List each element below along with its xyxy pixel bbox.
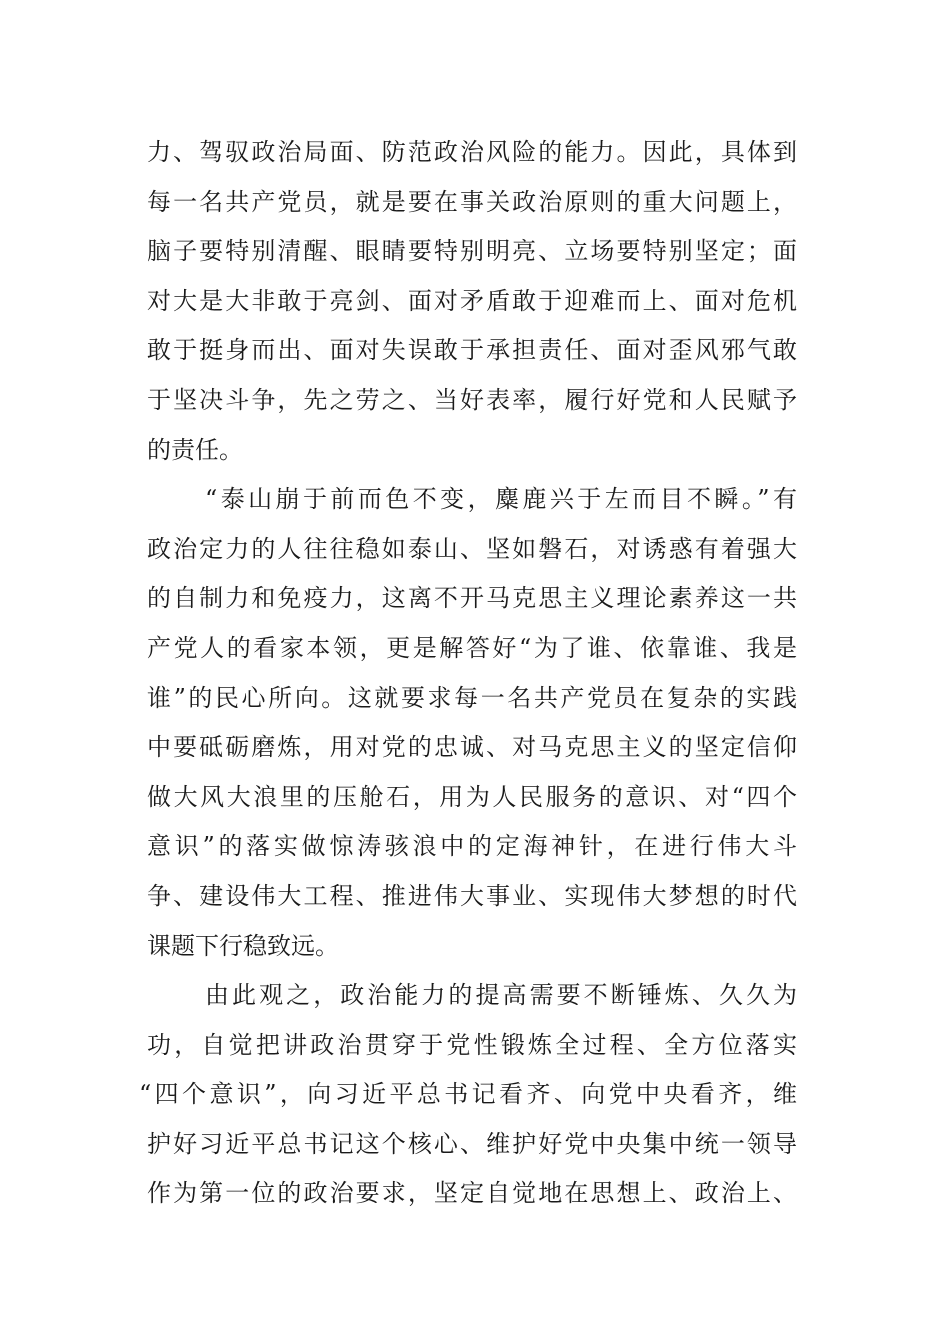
document-body (139, 128, 797, 1219)
paragraph-1-line-2: 每一名共产党员，就是要在事关政治原则的重大问题上， (147, 187, 797, 216)
paragraph-1-line-5: 敢于挺身而出、面对失误敢于承担责任、面对歪风邪气敢 (147, 336, 797, 365)
paragraph-2-line-1: “泰山崩于前而色不变，麋鹿兴于左而目不瞬。”有 (205, 485, 797, 514)
paragraph-3-line-2: 功，自觉把讲政治贯穿于党性锻炼全过程、全方位落实 (147, 1030, 797, 1059)
paragraph-2-line-8: 意识”的落实做惊涛骇浪中的定海神针，在进行伟大斗 (147, 832, 797, 861)
paragraph-2-line-10: 课题下行稳致远。 (147, 931, 339, 960)
paragraph-2-line-6: 中要砥砺磨炼，用对党的忠诚、对马克思主义的坚定信仰 (147, 733, 797, 762)
paragraph-1-line-6: 于坚决斗争，先之劳之、当好表率，履行好党和人民赋予 (147, 385, 797, 414)
paragraph-2-line-4: 产党人的看家本领，更是解答好“为了谁、依靠谁、我是 (147, 633, 797, 662)
paragraph-2-line-3: 的自制力和免疫力，这离不开马克思主义理论素养这一共 (147, 584, 797, 613)
paragraph-1-line-3: 脑子要特别清醒、眼睛要特别明亮、立场要特别坚定；面 (147, 237, 797, 266)
paragraph-1-line-4: 对大是大非敢于亮剑、面对矛盾敢于迎难而上、面对危机 (147, 286, 797, 315)
paragraph-2-line-9: 争、建设伟大工程、推进伟大事业、实现伟大梦想的时代 (147, 881, 797, 910)
paragraph-1-line-1: 力、驾驭政治局面、防范政治风险的能力。因此，具体到 (147, 138, 797, 166)
paragraph-3-line-5: 作为第一位的政治要求，坚定自觉地在思想上、政治上、 (147, 1179, 797, 1208)
paragraph-2-line-2: 政治定力的人往往稳如泰山、坚如磐石，对诱惑有着强大 (147, 534, 797, 563)
paragraph-3-line-4: 护好习近平总书记这个核心、维护好党中央集中统一领导 (147, 1129, 797, 1158)
paragraph-3-line-3: “四个意识”，向习近平总书记看齐、向党中央看齐，维 (139, 1080, 797, 1109)
paragraph-3-line-1: 由此观之，政治能力的提高需要不断锤炼、久久为 (205, 981, 797, 1010)
paragraph-2-line-5: 谁”的民心所向。这就要求每一名共产党员在复杂的实践 (147, 683, 797, 712)
paragraph-1-line-7: 的责任。 (147, 435, 243, 464)
paragraph-2-line-7: 做大风大浪里的压舱石，用为人民服务的意识、对“四个 (147, 782, 797, 811)
